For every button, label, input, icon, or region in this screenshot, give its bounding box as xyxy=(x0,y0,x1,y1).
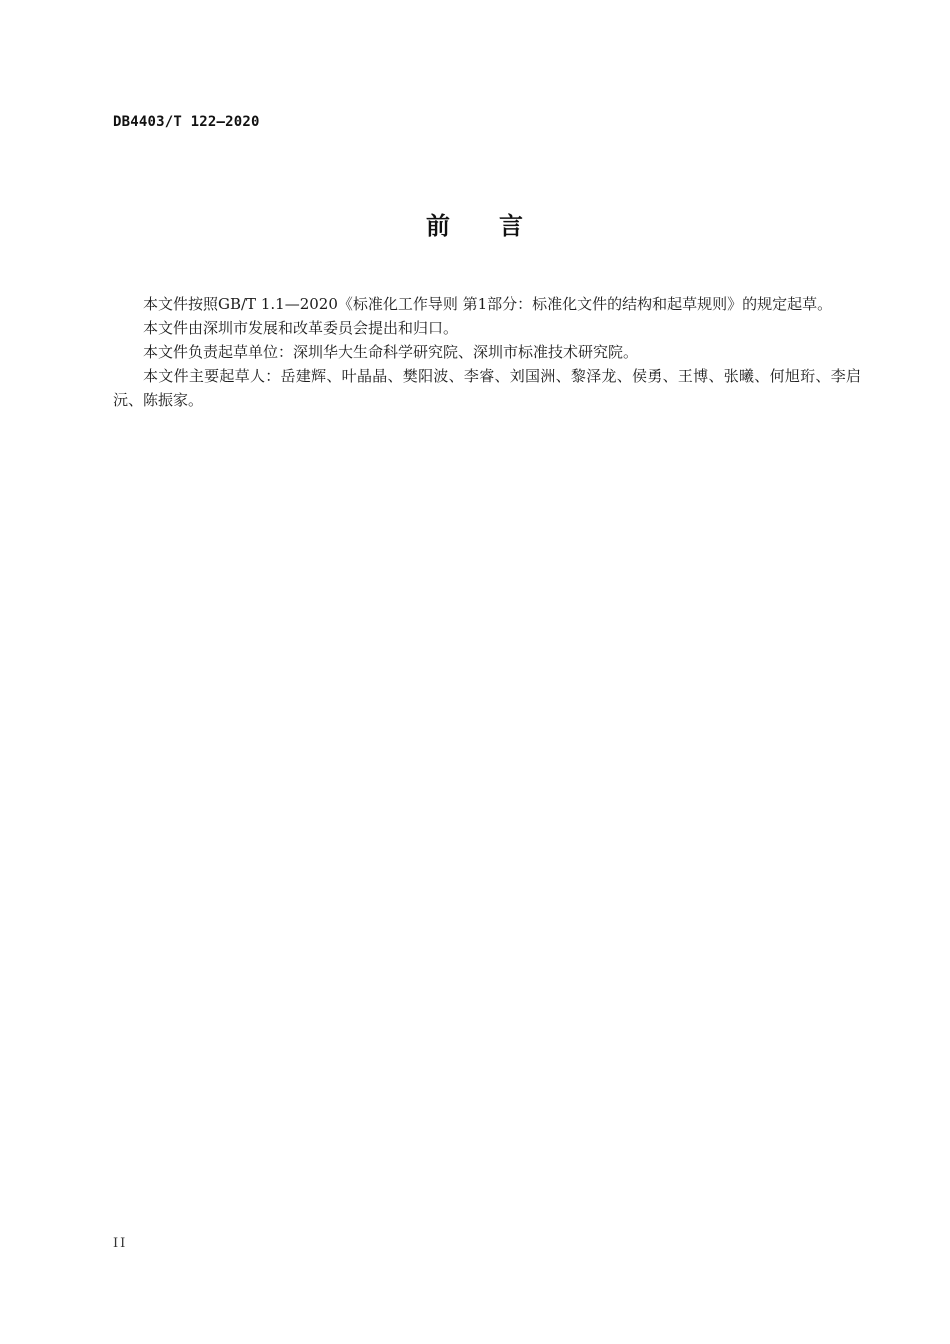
page-number: II xyxy=(113,1236,128,1251)
paragraph-drafters: 本文件主要起草人：岳建辉、叶晶晶、樊阳波、李睿、刘国洲、黎泽龙、侯勇、王博、张曦、何旭珩、李启沅、陈振家。 xyxy=(113,367,861,409)
title-char-1: 前 xyxy=(426,212,451,240)
page-title xyxy=(0,206,950,241)
foreword-body xyxy=(113,292,861,412)
standard-code: DB4403/T 122—2020 xyxy=(113,114,260,130)
paragraph-proposer: 本文件由深圳市发展和改革委员会提出和归口。 xyxy=(143,319,459,337)
paragraph-drafting-rules: 本文件按照GB/T 1.1—2020《标准化工作导则 第1部分：标准化文件的结构和起草规则》的规定起草。 xyxy=(143,295,833,313)
title-char-2: 言 xyxy=(499,212,524,240)
paragraph-drafting-units: 本文件负责起草单位：深圳华大生命科学研究院、深圳市标准技术研究院。 xyxy=(143,343,639,361)
